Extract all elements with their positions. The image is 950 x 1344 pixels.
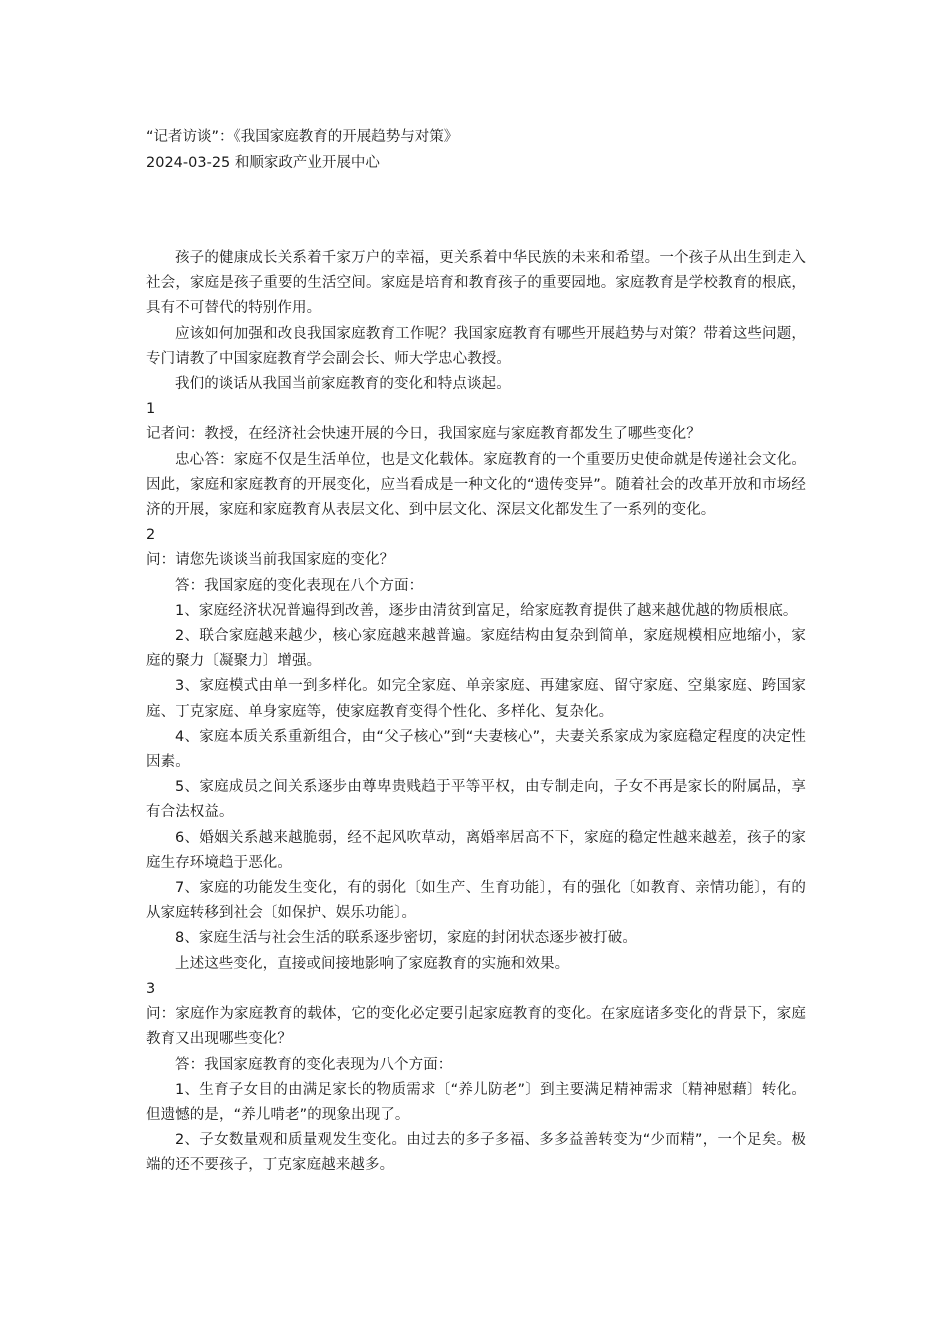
paragraph: 上述这些变化，直接或间接地影响了家庭教育的实施和效果。 (175, 955, 570, 972)
article-meta: 2024-03-25 和顺家政产业开展中心 (146, 155, 380, 171)
paragraph-unindented: 记者问：教授，在经济社会快速开展的今日，我国家庭与家庭教育都发生了哪些变化？ (146, 426, 701, 443)
paragraph: 忠心答：家庭不仅是生活单位，也是文化载体。家庭教育的一个重要历史使命就是传递社会文化。因此，家庭和家庭教育的开展变化，应当看成是一种文化的“遗传变异”。随着社会的改革开放和市场经济的开展，家庭和家庭教育从表层文化、到中层文化、深层文化都发生了一系列的变化。 (146, 451, 806, 519)
paragraph: 1、家庭经济状况普遍得到改善，逐步由清贫到富足，给家庭教育提供了越来越优越的物质根底。 (175, 602, 798, 619)
paragraph: 答：我国家庭教育的变化表现为八个方面： (175, 1056, 453, 1073)
article-body (146, 246, 806, 1179)
paragraph: 答：我国家庭的变化表现在八个方面： (175, 577, 424, 594)
article-title: “记者访谈”：《我国家庭教育的开展趋势与对策》 (146, 129, 459, 145)
paragraph: 3、家庭模式由单一到多样化。如完全家庭、单亲家庭、再建家庭、留守家庭、空巢家庭、跨国家庭、丁克家庭、单身家庭等，使家庭教育变得个性化、多样化、复杂化。 (146, 678, 806, 720)
paragraph: 孩子的健康成长关系着千家万户的幸福，更关系着中华民族的未来和希望。一个孩子从出生到走入社会，家庭是孩子重要的生活空间。家庭是培育和教育孩子的重要园地。家庭教育是学校教育的根底，具有不可替代的特别作用。 (146, 250, 806, 317)
paragraph: 4、家庭本质关系重新组合，由“父子核心”到“夫妻核心”，夫妻关系家成为家庭稳定程度的决定性因素。 (146, 728, 806, 771)
paragraph: 应该如何加强和改良我国家庭教育工作呢？我国家庭教育有哪些开展趋势与对策？带着这些问题，专门请教了中国家庭教育学会副会长、师大学忠心教授。 (146, 325, 806, 367)
paragraph: 我们的谈话从我国当前家庭教育的变化和特点谈起。 (175, 376, 511, 393)
paragraph-unindented: 3 (146, 980, 156, 997)
paragraph-unindented: 问：家庭作为家庭教育的载体，它的变化必定要引起家庭教育的变化。在家庭诸多变化的背景下，家庭教育又出现哪些变化？ (146, 1006, 806, 1048)
paragraph-unindented: 2 (146, 527, 156, 544)
article-header (146, 124, 846, 176)
paragraph: 7、家庭的功能发生变化，有的弱化〔如生产、生育功能〕，有的强化〔如教育、亲情功能〕，有的从家庭转移到社会〔如保护、娱乐功能〕。 (146, 880, 806, 922)
paragraph: 6、婚姻关系越来越脆弱，经不起风吹草动，离婚率居高不下，家庭的稳定性越来越差，孩子的家庭生存环境趋于恶化。 (146, 829, 806, 871)
paragraph: 8、家庭生活与社会生活的联系逐步密切，家庭的封闭状态逐步被打破。 (175, 930, 637, 947)
paragraph: 2、子女数量观和质量观发生变化。由过去的多子多福、多多益善转变为“少而精”，一个足矣。极端的还不要孩子，丁克家庭越来越多。 (146, 1132, 806, 1174)
paragraph: 1、生育子女目的由满足家长的物质需求〔“养儿防老”〕到主要满足精神需求〔精神慰藉〕转化。但遗憾的是，“养儿啃老”的现象出现了。 (146, 1081, 806, 1123)
paragraph-unindented: 问：请您先谈谈当前我国家庭的变化？ (146, 552, 395, 569)
paragraph: 2、联合家庭越来越少，核心家庭越来越普遍。家庭结构由复杂到简单，家庭规模相应地缩小，家庭的聚力〔凝聚力〕增强。 (146, 628, 806, 670)
paragraph-unindented: 1 (146, 401, 156, 418)
paragraph: 5、家庭成员之间关系逐步由尊卑贵贱趋于平等平权，由专制走向，子女不再是家长的附属品，享有合法权益。 (146, 779, 806, 821)
